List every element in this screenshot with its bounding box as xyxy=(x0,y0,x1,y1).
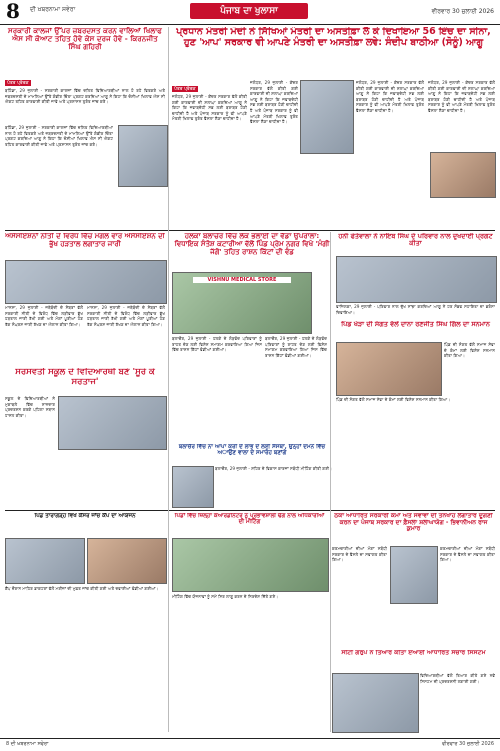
headline-bottom-center: ਪਿੰਡਾਂ ਵਿੱਚ ਜ਼ਿਲ੍ਹਾ ਕੋਆਰਡੀਨੇਟਰ ਨੂੰ ਪ੍ਰਭਾਵਸ਼ਾਲੀ ਢੰਗ ਨਾਲ ਅਧਿਕਾਰੀਆਂ ਦੀ ਮੀਟਿੰਗ xyxy=(174,513,325,526)
photo-bottom-left-2 xyxy=(87,538,167,584)
paper-name: ਦੀ ਖ਼ਬਰਨਾਮਾ ਸਵੇਰਾ xyxy=(30,6,76,13)
article-top-main xyxy=(172,75,247,244)
photo-left-top xyxy=(118,125,168,187)
footer xyxy=(0,738,500,751)
article-body-cont: ਪਿੰਡ ਦੀ ਸੰਗਤ ਵੱਲੋਂ ਸਮਾਜ ਸੇਵਾ ਦੇ ਕੰਮਾਂ ਲਈ ਵਿਸ਼ੇਸ਼ ਸਨਮਾਨ ਕੀਤਾ ਗਿਆ। xyxy=(336,397,451,402)
photo-top-right xyxy=(430,152,496,198)
photo-bottom-right-2 xyxy=(332,673,419,733)
article-body-cont: ਜਲੰਧਰ, 29 ਜੁਲਾਈ - ਕੇਂਦਰ ਸਰਕਾਰ ਵੱਲੋਂ ਕੀਤੀ ਗਈ ਕਾਰਵਾਈ ਦੀ ਸ਼ਲਾਘਾ ਕਰਦਿਆਂ ਆਗੂ ਨੇ ਕਿਹਾ ਕਿ ਜਵਾਬਦੇਹੀ ਸਭ ਲਈ ਬਰਾਬਰ ਹੋਣੀ ਚਾਹੀਦੀ ਹੈ ਅਤੇ ਪੰਜਾਬ ਸਰਕਾਰ ਨੂੰ ਵੀ ਆਪਣੇ ਮੰਤਰੀ ਖਿਲਾਫ ਤੁਰੰਤ ਫੈਸਲਾ ਲੈਣਾ ਚਾਹੀਦਾ ਹੈ। xyxy=(428,80,495,113)
byline-tag: ਪੱਤਰ ਪ੍ਰੇਰਕ xyxy=(7,81,29,86)
photo-school xyxy=(58,396,167,450)
headline-left-top: ਸਰਕਾਰੀ ਕਾਲਜਾਂ ਉੱਪਰ ਜ਼ਬਰਦਸਤ ਕਰਨ ਵਾਲਿਆਂ ਖਿਲਾਫ ਐਸ ਸੀ ਕੋਆਟ ਤਹਿਤ ਹੋਵੇ ਕੇਸ ਦਰਜ ਹੋਵੇ - ਕਿਰਨਜੀਤ ਸਿੰਘ ਗਹਿਰੀ xyxy=(8,27,162,52)
photo-bottom-center xyxy=(172,538,329,592)
divider xyxy=(5,230,495,231)
article-body: ਕਰਮਚਾਰੀਆਂ ਦੀਆਂ ਮੰਗਾਂ ਸਬੰਧੀ ਸਰਕਾਰ ਦੇ ਫੈਸਲੇ ਦਾ ਸਵਾਗਤ ਕੀਤਾ ਗਿਆ। xyxy=(332,546,387,563)
byline-tag: ਪੱਤਰ ਪ੍ਰੇਰਕ xyxy=(174,87,196,92)
article-body: ਮਾਨਸਾ, 29 ਜੁਲਾਈ - ਜਥੇਬੰਦੀ ਦੇ ਮੈਂਬਰਾਂ ਵੱਲੋਂ ਸਰਕਾਰੀ ਨੀਤੀ ਦੇ ਵਿਰੋਧ ਵਿੱਚ ਲੜੀਵਾਰ ਭੁੱਖ ਹੜਤਾਲ ਜਾਰੀ ਰੱਖੀ ਗਈ ਅਤੇ ਮੰਗਾਂ ਪੂਰੀਆਂ ਹੋਣ ਤੱਕ ਸੰਘਰਸ਼ ਜਾਰੀ ਰੱਖਣ ਦਾ ਐਲਾਨ ਕੀਤਾ ਗਿਆ। xyxy=(5,305,83,327)
photo-top-main xyxy=(300,80,354,154)
column-rule xyxy=(168,27,169,732)
photo-center-mid xyxy=(172,272,312,334)
headline-left-school: ਸਰਸਵਤੀ ਸਕੂਲ ਦੇ ਵਿਦਿਆਰਥੀ ਬਣੇ 'ਸੂਰੇ ਕੇ ਸਰਤਾਜ' xyxy=(15,368,155,387)
section-banner: ਪੰਜਾਬ ਦਾ ਖੁਲਾਸਾ xyxy=(190,3,308,19)
headline-bottom-right: ਠੇਕਾ ਆਧਾਰਿਤ ਸਰਕਾਰੀ ਕੰਮਾਂ ਅਤੇ ਸੇਵਾਵਾਂ ਦੀ ਤਨਖਾਹ ਲਗਾਤਾਰ ਦੂਗਣੀ ਕਰਨ ਦਾ ਪੰਜਾਬ ਸਰਕਾਰ ਦਾ ਫ਼ੈਸਲਾ ਸ਼ਲਾਘਾਯੋਗ - ਭਿਵਾਨੀਅਨ ਰਾਜ ਕੁਮਾਰ xyxy=(334,513,493,533)
masthead xyxy=(0,0,500,25)
headline-bottom-left: ਪਿੰਡ ਤਾਰਾਗੜ੍ਹ ਵਿਖੇ ਕੈਂਸਰ ਜਾਂਚ ਕੈਂਪ ਦਾ ਆਯੋਜਨ xyxy=(34,513,136,519)
article-body-cont: ਜਲੰਧਰ, 29 ਜੁਲਾਈ - ਕੇਂਦਰ ਸਰਕਾਰ ਵੱਲੋਂ ਕੀਤੀ ਗਈ ਕਾਰਵਾਈ ਦੀ ਸ਼ਲਾਘਾ ਕਰਦਿਆਂ ਆਗੂ ਨੇ ਕਿਹਾ ਕਿ ਜਵਾਬਦੇਹੀ ਸਭ ਲਈ ਬਰਾਬਰ ਹੋਣੀ ਚਾਹੀਦੀ ਹੈ ਅਤੇ ਪੰਜਾਬ ਸਰਕਾਰ ਨੂੰ ਵੀ ਆਪਣੇ ਮੰਤਰੀ ਖਿਲਾਫ ਤੁਰੰਤ ਫੈਸਲਾ ਲੈਣਾ ਚਾਹੀਦਾ ਹੈ। xyxy=(356,80,424,113)
article-body-cont: ਮਾਨਸਾ, 29 ਜੁਲਾਈ - ਜਥੇਬੰਦੀ ਦੇ ਮੈਂਬਰਾਂ ਵੱਲੋਂ ਸਰਕਾਰੀ ਨੀਤੀ ਦੇ ਵਿਰੋਧ ਵਿੱਚ ਲੜੀਵਾਰ ਭੁੱਖ ਹੜਤਾਲ ਜਾਰੀ ਰੱਖੀ ਗਈ ਅਤੇ ਮੰਗਾਂ ਪੂਰੀਆਂ ਹੋਣ ਤੱਕ ਸੰਘਰਸ਼ ਜਾਰੀ ਰੱਖਣ ਦਾ ਐਲਾਨ ਕੀਤਾ ਗਿਆ। xyxy=(87,305,165,327)
photo-right-lower xyxy=(336,342,442,396)
headline-center-blue: ਬਲਾਚੌਰ ਵਿੱਚ ਨਾ ਆਪਾ ਕਰੀ ਦੇ ਲਾਭ ਦੇ ਲਈ ਸੰਸਥਾ, ਉਨ੍ਹਾਂ ਦਮਨੇ ਵਿੱਚ ਅਾਉਂਣ ਵਾਲਾ ਦੇ ਸਮਾਰੋਹ ਬਣਾਂਗੇ xyxy=(178,444,326,457)
divider xyxy=(5,510,495,511)
footer-left: 8 ਦੀ ਖ਼ਬਰਨਾਮਾ ਸਵੇਰਾ xyxy=(6,741,49,747)
article-body: ਮੀਟਿੰਗ ਵਿੱਚ ਯੋਜਨਾਵਾਂ ਨੂੰ ਸਮੇਂ ਸਿਰ ਲਾਗੂ ਕਰਨ ਦੇ ਨਿਰਦੇਸ਼ ਦਿੱਤੇ ਗਏ। xyxy=(172,594,279,599)
issue-date: ਵੀਰਵਾਰ 30 ਜੁਲਾਈ 2026 xyxy=(431,8,494,15)
page-number: 8 xyxy=(6,0,20,23)
photo-bottom-left-1 xyxy=(5,538,85,584)
headline-bottom-right-2: ਸੀਟੀ ਗਰੁੱਪ ਨੇ ਤਿਆਰ ਕੀਤਾ ਏਆਈ ਆਧਾਰਿਤ ਸੰਚਾਰ ਸਿਸਟਮ xyxy=(341,650,486,656)
article-body: ਬਲਾਚੌਰ, 29 ਜੁਲਾਈ - ਸ਼ਹਿਰ ਦੇ ਵਿਕਾਸ ਕਾਰਜਾਂ ਸਬੰਧੀ ਮੀਟਿੰਗ ਕੀਤੀ ਗਈ। xyxy=(215,466,332,471)
photo-center-blue xyxy=(172,466,214,508)
headline-left-mid: ਐਸੋਸੀਏਸ਼ਨਾਂ ਨੀਤੀ ਦੇ ਵਿਰੋਧ ਵਿੱਚ ਮੰਗਲ ਵਾਰ ਐਸੋਸੀਏਸ਼ਨ ਦੀ ਭੁੱਖ ਹੜਤਾਲ ਲਗਾਤਾਰ ਜਾਰੀ xyxy=(5,233,165,248)
photo-right-mid xyxy=(336,256,497,303)
article-body: ਫਾਜ਼ਿਲਕਾ, 29 ਜੁਲਾਈ - ਪਰਿਵਾਰ ਨਾਲ ਦੁੱਖ ਸਾਂਝਾ ਕਰਦਿਆਂ ਆਗੂ ਨੇ ਹਰ ਸੰਭਵ ਸਹਾਇਤਾ ਦਾ ਭਰੋਸਾ ਦਿਵਾਇਆ। xyxy=(336,304,495,315)
article-body: ਪਿੰਡ ਦੀ ਸੰਗਤ ਵੱਲੋਂ ਸਮਾਜ ਸੇਵਾ ਦੇ ਕੰਮਾਂ ਲਈ ਵਿਸ਼ੇਸ਼ ਸਨਮਾਨ ਕੀਤਾ ਗਿਆ। xyxy=(444,342,495,359)
article-body-cont: ਜਲੰਧਰ, 29 ਜੁਲਾਈ - ਕੇਂਦਰ ਸਰਕਾਰ ਵੱਲੋਂ ਕੀਤੀ ਗਈ ਕਾਰਵਾਈ ਦੀ ਸ਼ਲਾਘਾ ਕਰਦਿਆਂ ਆਗੂ ਨੇ ਕਿਹਾ ਕਿ ਜਵਾਬਦੇਹੀ ਸਭ ਲਈ ਬਰਾਬਰ ਹੋਣੀ ਚਾਹੀਦੀ ਹੈ ਅਤੇ ਪੰਜਾਬ ਸਰਕਾਰ ਨੂੰ ਵੀ ਆਪਣੇ ਮੰਤਰੀ ਖਿਲਾਫ ਤੁਰੰਤ ਫੈਸਲਾ ਲੈਣਾ ਚਾਹੀਦਾ ਹੈ। xyxy=(250,80,298,125)
photo-bottom-right xyxy=(390,546,438,604)
footer-right: ਵੀਰਵਾਰ 30 ਜੁਲਾਈ 2026 xyxy=(442,741,494,747)
headline-right-mid: ਹਨੀ ਫੋਤੇਵਾਲਾ ਨੇ ਨਾਇਬ ਸਿੰਘ ਦੇ ਪਰਿਵਾਰ ਨਾਲ ਦੁਖਦਾਈ ਪ੍ਰਗਟ ਕੀਤਾ xyxy=(338,233,493,248)
headline-right-lower: ਪਿੰਡ ਖੇੜਾ ਦੀ ਸੰਗਤ ਵੱਲੋਂ ਦਾਨਾ ਰਣਜੀਤ ਸਿੰਘ ਗਿੱਲ ਦਾ ਸਨਮਾਨ xyxy=(341,321,490,328)
article-body: ਬਲਾਚੌਰ, 29 ਜੁਲਾਈ - ਹਲਕੇ ਦੇ ਲੋੜਵੰਦ ਪਰਿਵਾਰਾਂ ਨੂੰ ਰਾਹਤ ਦੇਣ ਲਈ ਵਿਸ਼ੇਸ਼ ਸਮਾਗਮ ਕਰਵਾਇਆ ਗਿਆ ਜਿਸ ਵਿੱਚ ਰਾਸ਼ਨ ਕਿੱਟਾਂ ਵੰਡੀਆਂ ਗਈਆਂ। xyxy=(172,336,262,353)
article-body: ਵਿਦਿਆਰਥੀਆਂ ਵੱਲੋਂ ਤਿਆਰ ਕੀਤੇ ਗਏ ਨਵੇਂ ਸਿਸਟਮ ਦੀ ਪ੍ਰਦਰਸ਼ਨੀ ਲਗਾਈ ਗਈ। xyxy=(420,673,495,684)
article-body-cont: ਬਲਾਚੌਰ, 29 ਜੁਲਾਈ - ਹਲਕੇ ਦੇ ਲੋੜਵੰਦ ਪਰਿਵਾਰਾਂ ਨੂੰ ਰਾਹਤ ਦੇਣ ਲਈ ਵਿਸ਼ੇਸ਼ ਸਮਾਗਮ ਕਰਵਾਇਆ ਗਿਆ ਜਿਸ ਵਿੱਚ ਰਾਸ਼ਨ ਕਿੱਟਾਂ ਵੰਡੀਆਂ ਗਈਆਂ। xyxy=(265,336,327,358)
article-body-cont: ਬਠਿੰਡਾ, 29 ਜੁਲਾਈ - ਸਰਕਾਰੀ ਕਾਲਜਾਂ ਵਿੱਚ ਦਲਿਤ ਵਿਦਿਆਰਥੀਆਂ ਨਾਲ ਹੋ ਰਹੇ ਵਿਤਕਰੇ ਅਤੇ ਜ਼ਬਰਦਸਤੀ ਦੇ ਮਾਮਲਿਆਂ ਉੱਤੇ ਗੰਭੀਰ ਚਿੰਤਾ ਪ੍ਰਗਟ ਕਰਦਿਆਂ ਆਗੂ ਨੇ ਕਿਹਾ ਕਿ ਦੋਸ਼ੀਆਂ ਖਿਲਾਫ ਐਸ ਸੀ ਐਕਟ ਤਹਿਤ ਕਾਰਵਾਈ ਕੀਤੀ ਜਾਵੇ ਅਤੇ ਪ੍ਰਸ਼ਾਸਨ ਤੁਰੰਤ ਜਾਂਚ ਕਰੇ। xyxy=(5,125,113,147)
shop-sign: VISHNU MEDICAL STORE xyxy=(193,277,291,283)
article-body-cont: ਕਰਮਚਾਰੀਆਂ ਦੀਆਂ ਮੰਗਾਂ ਸਬੰਧੀ ਸਰਕਾਰ ਦੇ ਫੈਸਲੇ ਦਾ ਸਵਾਗਤ ਕੀਤਾ ਗਿਆ। xyxy=(440,546,495,563)
article-body: ਜਲੰਧਰ, 29 ਜੁਲਾਈ - ਕੇਂਦਰ ਸਰਕਾਰ ਵੱਲੋਂ ਕੀਤੀ ਗਈ ਕਾਰਵਾਈ ਦੀ ਸ਼ਲਾਘਾ ਕਰਦਿਆਂ ਆਗੂ ਨੇ ਕਿਹਾ ਕਿ ਜਵਾਬਦੇਹੀ ਸਭ ਲਈ ਬਰਾਬਰ ਹੋਣੀ ਚਾਹੀਦੀ ਹੈ ਅਤੇ ਪੰਜਾਬ ਸਰਕਾਰ ਨੂੰ ਵੀ ਆਪਣੇ ਮੰਤਰੀ ਖਿਲਾਫ ਤੁਰੰਤ ਫੈਸਲਾ ਲੈਣਾ ਚਾਹੀਦਾ ਹੈ। xyxy=(172,94,247,122)
column-rule xyxy=(330,232,331,732)
headline-top-main: ਪ੍ਰਧਾਨ ਮੰਤਰੀ ਮੋਦੀ ਨੇ ਸਿੱਖਿਆਂ ਮੰਤਰੀ ਦਾ ਅਸਤੀਫ਼ਾ ਲੈ ਕੇ ਦਿਖਾਇਆ 56 ਇੰਚ ਦਾ ਸੀਨਾ, ਹੁਣ 'ਆਪ' ਸਰਕਾਰ ਵੀ ਆਪਣੇ ਮੰਤਰੀ ਦਾ ਅਸਤੀਫ਼ਾ ਲਵੇ: ਸੰਦੀਪ ਬਾਠੀਆ (ਸੋਨੂੰ) ਆਗੂ xyxy=(176,27,491,48)
headline-center-mid: ਹਲਕਾ ਬਲਾਚੌਰ ਵਿੱਚ ਲੋਕ ਭਲਾਈ ਦਾ ਵੱਡਾ ਉਪਰਾਲਾ: ਵਿਧਾਇਕ ਸੰਤੋਸ਼ ਕਟਾਰੀਆ ਵੱਲੋਂ ਪਿੰਡ ਪ੍ਰੇਮ ਨਗਰ ਵਿਖੇ 'ਮੰਗੀ ਜੱਗੋ' ਤਹਿਤ ਰਾਸ਼ਨ ਕਿੱਟਾਂ ਦੀ ਵੰਡ xyxy=(174,233,330,256)
article-body: ਬਠਿੰਡਾ, 29 ਜੁਲਾਈ - ਸਰਕਾਰੀ ਕਾਲਜਾਂ ਵਿੱਚ ਦਲਿਤ ਵਿਦਿਆਰਥੀਆਂ ਨਾਲ ਹੋ ਰਹੇ ਵਿਤਕਰੇ ਅਤੇ ਜ਼ਬਰਦਸਤੀ ਦੇ ਮਾਮਲਿਆਂ ਉੱਤੇ ਗੰਭੀਰ ਚਿੰਤਾ ਪ੍ਰਗਟ ਕਰਦਿਆਂ ਆਗੂ ਨੇ ਕਿਹਾ ਕਿ ਦੋਸ਼ੀਆਂ ਖਿਲਾਫ ਐਸ ਸੀ ਐਕਟ ਤਹਿਤ ਕਾਰਵਾਈ ਕੀਤੀ ਜਾਵੇ ਅਤੇ ਪ੍ਰਸ਼ਾਸਨ ਤੁਰੰਤ ਜਾਂਚ ਕਰੇ। xyxy=(5,88,165,105)
article-body: ਸਕੂਲ ਦੇ ਵਿਦਿਆਰਥੀਆਂ ਨੇ ਮੁਕਾਬਲੇ ਵਿੱਚ ਸ਼ਾਨਦਾਰ ਪ੍ਰਦਰਸ਼ਨ ਕਰਕੇ ਪਹਿਲਾ ਸਥਾਨ ਹਾਸਲ ਕੀਤਾ। xyxy=(5,396,55,418)
photo-left-mid xyxy=(5,260,167,304)
article-body: ਕੈਂਪ ਦੌਰਾਨ ਮਾਹਿਰ ਡਾਕਟਰਾਂ ਵੱਲੋਂ ਮਰੀਜ਼ਾਂ ਦੀ ਮੁਫ਼ਤ ਜਾਂਚ ਕੀਤੀ ਗਈ ਅਤੇ ਦਵਾਈਆਂ ਵੰਡੀਆਂ ਗਈਆਂ। xyxy=(5,586,159,591)
